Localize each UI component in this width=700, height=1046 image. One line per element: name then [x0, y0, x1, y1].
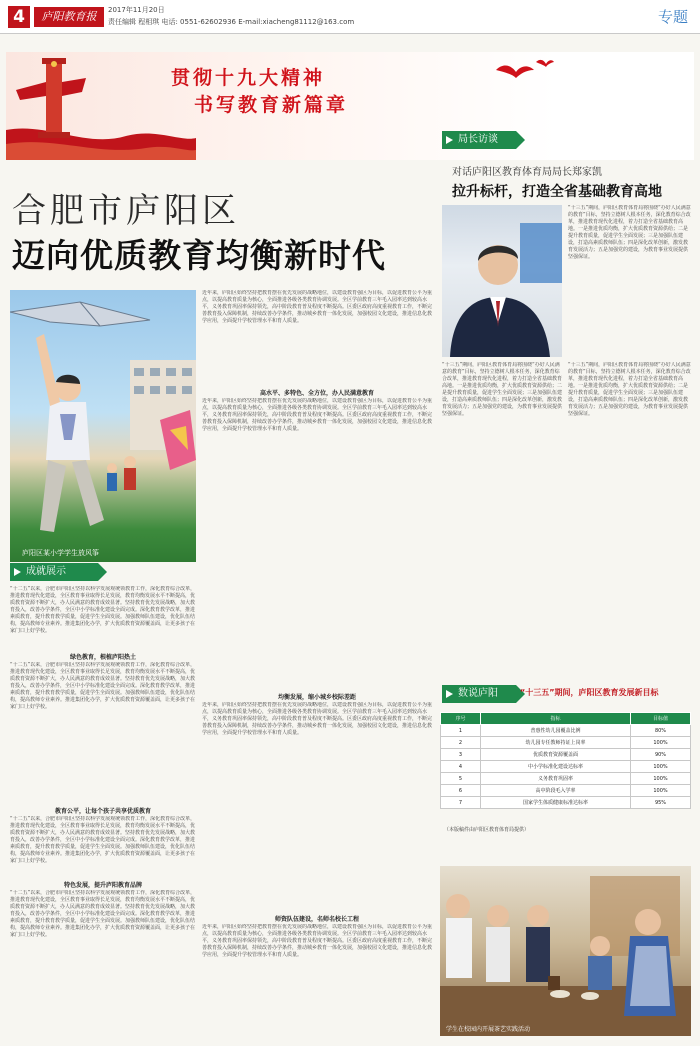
left-subhead-3: 特色发展，提升庐阳教育品牌 — [63, 882, 142, 889]
mid-body-text-2: 近年来，庐阳区始终坚持把教育摆在优先发展的战略地位，以建设教育强区为目标，以促进教育公平为重点，以提高教育质量为核心，全面推进各级各类教育协调发展。全区学前教育三年毛入园率达到较高水平，义务教育巩固率保持领先，高中阶段教育普及程度不断提高。区委区政府高度重视教育工作，不断完善教育投入保障机制，持续改善办学条件，推动城乡教育一体化发展，加强校园文化建设，推进信息化教学应用，全面提升学校管理水平和育人质量。 — [202, 398, 432, 432]
cell-indicator: 幼儿园专任教师持证上岗率 — [481, 737, 631, 749]
goals-table — [440, 712, 691, 822]
data-table-title: “十三五”期间，庐阳区教育发展新目标 — [520, 688, 659, 697]
table-row — [441, 725, 691, 737]
table-row — [441, 737, 691, 749]
cell-index: 7 — [441, 797, 481, 809]
banner-line-1: 贯彻十九大精神 — [171, 67, 326, 89]
theme-banner — [6, 52, 694, 160]
paper-name: 庐阳教育报 — [34, 7, 104, 27]
mid-body-text-4: 近年来，庐阳区始终坚持把教育摆在优先发展的战略地位，以建设教育强区为目标，以促进教育公平为重点，以提高教育质量为核心，全面推进各级各类教育协调发展。全区学前教育三年毛入园率达到较高水平，义务教育巩固率保持领先，高中阶段教育普及程度不断提高。区委区政府高度重视教育工作，不断完善教育投入保障机制，持续改善办学条件，推动城乡教育一体化发展，加强校园文化建设，推进信息化教学应用，全面提升学校管理水平和育人质量。 — [202, 924, 432, 958]
cell-indicator: 中小学标准化建设达标率 — [481, 761, 631, 773]
interview-title: 对话庐阳区教育体育局局长郑家凯 — [452, 167, 602, 178]
left-subhead-2: 教育公平，让每个孩子共享优质教育 — [54, 808, 151, 815]
cell-target: 100% — [631, 761, 691, 773]
birds-icon — [476, 56, 556, 86]
cell-target: 90% — [631, 749, 691, 761]
banner-line-2: 书写教育新篇章 — [194, 94, 349, 116]
left-subhead-1: 绿色教育，根植庐阳热土 — [69, 654, 136, 661]
left-body-text-3: “十二五”以来，合肥市庐阳区坚持以科学发展观统领教育工作，深化教育综合改革，推进教育现代化建设，全区教育事业取得长足发展，教育均衡发展水平不断提高，优质教育资源不断扩大，办人民满意的教育成效显著。坚持教育优先发展战略，加大教育投入，改善办学条件，全区中小学标准化建设全面完成。深化教育教学改革，推进素质教育，提升教育教学质量，促进学生全面发展。加强教师队伍建设，优化队伍结构，提高教师专业素养。推进集团化办学，扩大优质教育资源覆盖面，让更多孩子在家门口上好学校。 — [10, 816, 196, 864]
interview-body-text-3: “十三五”期间，庐阳区教育体育局将围绕“办好人民满意的教育”目标，坚持立德树人根本任务，深化教育综合改革，推进教育现代化进程，着力打造全省基础教育高地。一是推进优质均衡，扩大优质教育资源供给；二是提升教育质量，促进学生全面发展；三是加强队伍建设，打造高素质教师队伍；四是深化改革创新，激发教育发展活力；五是加强党的建设，为教育事业发展提供坚强保证。 — [568, 362, 691, 417]
cell-indicator: 优质教育资源覆盖面 — [481, 749, 631, 761]
cell-target: 100% — [631, 785, 691, 797]
table-row — [441, 773, 691, 785]
interview-section-title: 局长访谈 — [458, 134, 498, 145]
headline-line-1: 合肥市庐阳区 — [12, 191, 240, 231]
page-number: 4 — [8, 6, 30, 28]
interview-body-text-2: “十三五”期间，庐阳区教育体育局将围绕“办好人民满意的教育”目标，坚持立德树人根本任务，深化教育综合改革，推进教育现代化进程，着力打造全省基础教育高地。一是推进优质均衡，扩大优质教育资源供给；二是提升教育质量，促进学生全面发展；三是加强队伍建设，打造高素质教师队伍；四是深化改革创新，激发教育发展活力；五是加强党的建设，为教育事业发展提供坚强保证。 — [442, 362, 563, 417]
cell-index: 6 — [441, 785, 481, 797]
cell-indicator: 义务教育巩固率 — [481, 773, 631, 785]
interview-section-bar — [442, 131, 516, 149]
data-section-title: 数说庐阳 — [458, 688, 498, 699]
table-source-note: （本版稿件由庐阳区教育体育局提供） — [444, 827, 530, 833]
tea-ceremony-photo — [440, 866, 691, 1036]
kite-scene-illustration — [10, 290, 196, 562]
interview-headline: 拉升标杆，打造全省基础教育高地 — [452, 184, 662, 200]
table-header-index: 序号 — [441, 713, 481, 725]
director-portrait — [442, 205, 562, 357]
table-header-indicator: 指标 — [481, 713, 631, 725]
table-row — [441, 797, 691, 809]
mid-body-text-3: 近年来，庐阳区始终坚持把教育摆在优先发展的战略地位，以建设教育强区为目标，以促进教育公平为重点，以提高教育质量为核心，全面推进各级各类教育协调发展。全区学前教育三年毛入园率达到较高水平，义务教育巩固率保持领先，高中阶段教育普及程度不断提高。区委区政府高度重视教育工作，不断完善教育投入保障机制，持续改善办学条件，推动城乡教育一体化发展，加强校园文化建设，推进信息化教学应用，全面提升学校管理水平和育人质量。 — [202, 702, 432, 736]
photo-caption: 学生在校园内开展茶艺实践活动 — [446, 1026, 531, 1033]
issue-date: 2017年11月20日 — [108, 6, 165, 14]
table-row — [441, 749, 691, 761]
mid-subhead-3: 师资队伍建设，名师名校长工程 — [274, 916, 359, 923]
table-header-target: 目标值 — [631, 713, 691, 725]
cell-target: 100% — [631, 773, 691, 785]
monument-ribbon-decoration — [6, 52, 196, 160]
left-body-text-1: “十二五”以来，合肥市庐阳区坚持以科学发展观统领教育工作，深化教育综合改革，推进教育现代化建设，全区教育事业取得长足发展，教育均衡发展水平不断提高，优质教育资源不断扩大，办人民满意的教育成效显著。坚持教育优先发展战略，加大教育投入，改善办学条件，全区中小学标准化建设全面完成。深化教育教学改革，推进素质教育，提升教育教学质量，促进学生全面发展。加强教师队伍建设，优化队伍结构，提高教师专业素养。推进集团化办学，扩大优质教育资源覆盖面，让更多孩子在家门口上好学校。 — [10, 586, 196, 634]
cell-indicator: 高中阶段毛入学率 — [481, 785, 631, 797]
cell-index: 5 — [441, 773, 481, 785]
cell-target: 100% — [631, 737, 691, 749]
photo-caption: 庐阳区某小学学生放风筝 — [22, 549, 99, 557]
left-body-text-2: “十二五”以来，合肥市庐阳区坚持以科学发展观统领教育工作，深化教育综合改革，推进教育现代化建设，全区教育事业取得长足发展，教育均衡发展水平不断提高，优质教育资源不断扩大，办人民满意的教育成效显著。坚持教育优先发展战略，加大教育投入，改善办学条件，全区中小学标准化建设全面完成。深化教育教学改革，推进素质教育，提升教育教学质量，促进学生全面发展。加强教师队伍建设，优化队伍结构，提高教师专业素养。推进集团化办学，扩大优质教育资源覆盖面，让更多孩子在家门口上好学校。 — [10, 662, 196, 710]
cell-index: 3 — [441, 749, 481, 761]
cell-index: 1 — [441, 725, 481, 737]
cell-index: 4 — [441, 761, 481, 773]
left-body-text-4: “十二五”以来，合肥市庐阳区坚持以科学发展观统领教育工作，深化教育综合改革，推进教育现代化建设，全区教育事业取得长足发展，教育均衡发展水平不断提高，优质教育资源不断扩大，办人民满意的教育成效显著。坚持教育优先发展战略，加大教育投入，改善办学条件，全区中小学标准化建设全面完成。深化教育教学改革，推进素质教育，提升教育教学质量，促进学生全面发展。加强教师队伍建设，优化队伍结构，提高教师专业素养。推进集团化办学，扩大优质教育资源覆盖面，让更多孩子在家门口上好学校。 — [10, 890, 196, 938]
table-row — [441, 761, 691, 773]
table-row — [441, 785, 691, 797]
cell-indicator: 国家学生体质健康标准达标率 — [481, 797, 631, 809]
cell-index: 2 — [441, 737, 481, 749]
achievements-section-bar — [10, 563, 98, 581]
mid-body-text-1: 近年来，庐阳区始终坚持把教育摆在优先发展的战略地位，以建设教育强区为目标，以促进教育公平为重点，以提高教育质量为核心，全面推进各级各类教育协调发展。全区学前教育三年毛入园率达到较高水平，义务教育巩固率保持领先，高中阶段教育普及程度不断提高。区委区政府高度重视教育工作，不断完善教育投入保障机制，持续改善办学条件，推动城乡教育一体化发展，加强校园文化建设，推进信息化教学应用，全面提升学校管理水平和育人质量。 — [202, 290, 432, 324]
editor-contact: 责任编辑 程相琪 电话: 0551-62602936 E-mail:xiacheng81112@163.com — [108, 18, 355, 26]
kite-photo — [10, 290, 196, 562]
cell-indicator: 普惠性幼儿园覆盖比例 — [481, 725, 631, 737]
tea-scene-illustration — [440, 866, 691, 1036]
data-section-bar — [442, 685, 516, 703]
mid-subhead-2: 均衡发展，缩小城乡校际差距 — [277, 694, 356, 701]
headline-line-2: 迈向优质教育均衡新时代 — [12, 236, 386, 275]
portrait-illustration — [442, 205, 562, 357]
mid-subhead-1: 高水平、多特色、全方位，办人民满意教育 — [259, 390, 374, 397]
masthead — [0, 0, 700, 34]
interview-body-text-1: “十三五”期间，庐阳区教育体育局将围绕“办好人民满意的教育”目标，坚持立德树人根本任务，深化教育综合改革，推进教育现代化进程，着力打造全省基础教育高地。一是推进优质均衡，扩大优质教育资源供给；二是提升教育质量，促进学生全面发展；三是加强队伍建设，打造高素质教师队伍；四是深化改革创新，激发教育发展活力；五是加强党的建设，为教育事业发展提供坚强保证。 — [568, 205, 691, 260]
section-label: 专题 — [657, 8, 688, 26]
cell-target: 95% — [631, 797, 691, 809]
achievements-section-title: 成就展示 — [26, 566, 66, 577]
cell-target: 80% — [631, 725, 691, 737]
